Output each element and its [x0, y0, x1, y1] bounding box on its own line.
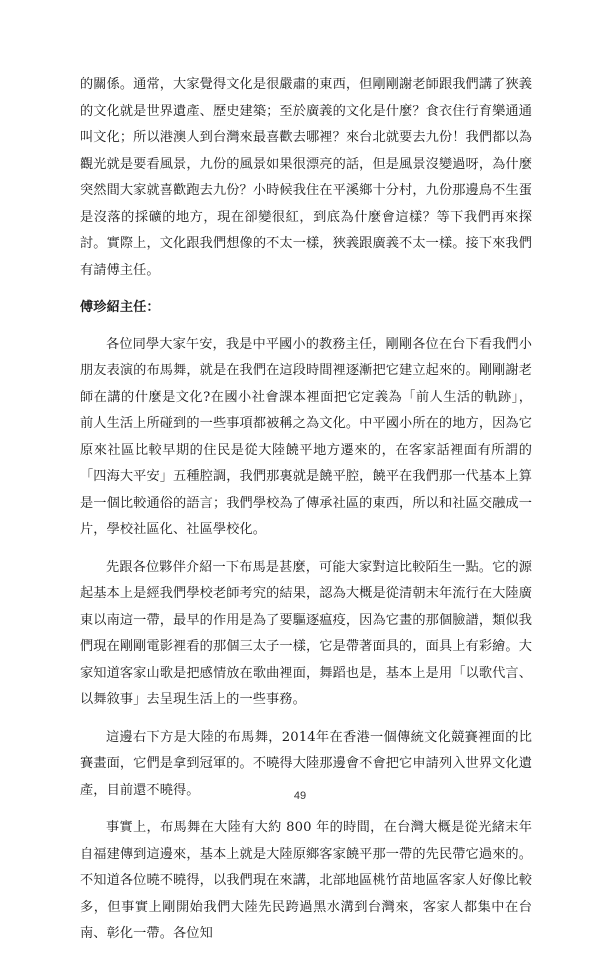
paragraph-competition: 這邊右下方是大陸的布馬舞，2014年在香港一個傳統文化競賽裡面的比賽畫面，它們是拿到冠軍的。不曉得大陸那邊會不會把它申請列入世界文化遺產，目前還不曉得。 — [80, 729, 532, 798]
page-number: 49 — [293, 790, 307, 802]
speaker-heading: 傅珍紹主任： — [80, 300, 160, 315]
paragraph-intro: 的關係。通常，大家覺得文化是很嚴肅的東西，但剛剛謝老師跟我們講了狹義的文化就是世界遺產、歷史建築；至於廣義的文化是什麼？食衣住行育樂通通叫文化；所以港澳人到台灣來最喜歡去哪裡？來台北就要去九份！我們都以為觀光就是要看風景，九份的風景如果很漂亮的話，但是風景沒變過呀，為什麼突然間大家就喜歡跑去九份？小時候我住在平溪鄉十分村，九份那邊鳥不生蛋是沒落的採礦的地方，現在卻變很紅，到底為什麼會這樣？等下我們再來探討。實際上，文化跟我們想像的不太一樣，狹義跟廣義不太一樣。接下來我們有請傅主任。 — [80, 77, 532, 278]
document-body — [80, 72, 532, 959]
paragraph-greeting: 各位同學大家午安，我是中平國小的教務主任，剛剛各位在台下看我們小朋友表演的布馬舞，就是在我們在這段時間裡逐漸把它建立起來的。剛剛謝老師在講的什麼是文化?在國小社會課本裡面把它定義為「前人生活的軌跡」，前人生活上所碰到的一些事項都被稱之為文化。中平國小所在的地方，因為它原來社區比較早期的住民是從大陸饒平地方遷來的，在客家話裡面有所謂的「四海大平安」五種腔調，我們那裏就是饒平腔，饒平在我們那一代基本上算是一個比較通俗的語言；我們學校為了傳承社區的東西，所以和社區交融成一片，學校社區化、社區學校化。 — [80, 336, 532, 537]
paragraph-history: 事實上，布馬舞在大陸有大約 800 年的時間，在台灣大概是從光緒末年自福建傳到這邊來，基本上就是大陸原鄉客家饒平那一帶的先民帶它過來的。不知道各位曉不曉得，以我們現在來講，北部地區桃竹苗地區客家人好像比較多，但事實上剛開始我們大陸先民跨過黑水溝到台灣來，客家人都集中在台南、彰化一帶。各位知 — [80, 820, 532, 941]
paragraph-buma-origin: 先跟各位夥伴介紹一下布馬是甚麼，可能大家對這比較陌生一點。它的源起基本上是經我們學校老師考究的結果，認為大概是從清朝末年流行在大陸廣東以南這一帶，最早的作用是為了要驅逐瘟疫，因為它畫的那個臉譜，類似我們現在剛剛電影裡看的那個三太子一樣，它是帶著面具的，面具上有彩繪。大家知道客家山歌是把感情放在歌曲裡面，舞蹈也是，基本上是用「以歌代言、以舞敘事」去呈現生活上的一些事務。 — [80, 559, 532, 707]
